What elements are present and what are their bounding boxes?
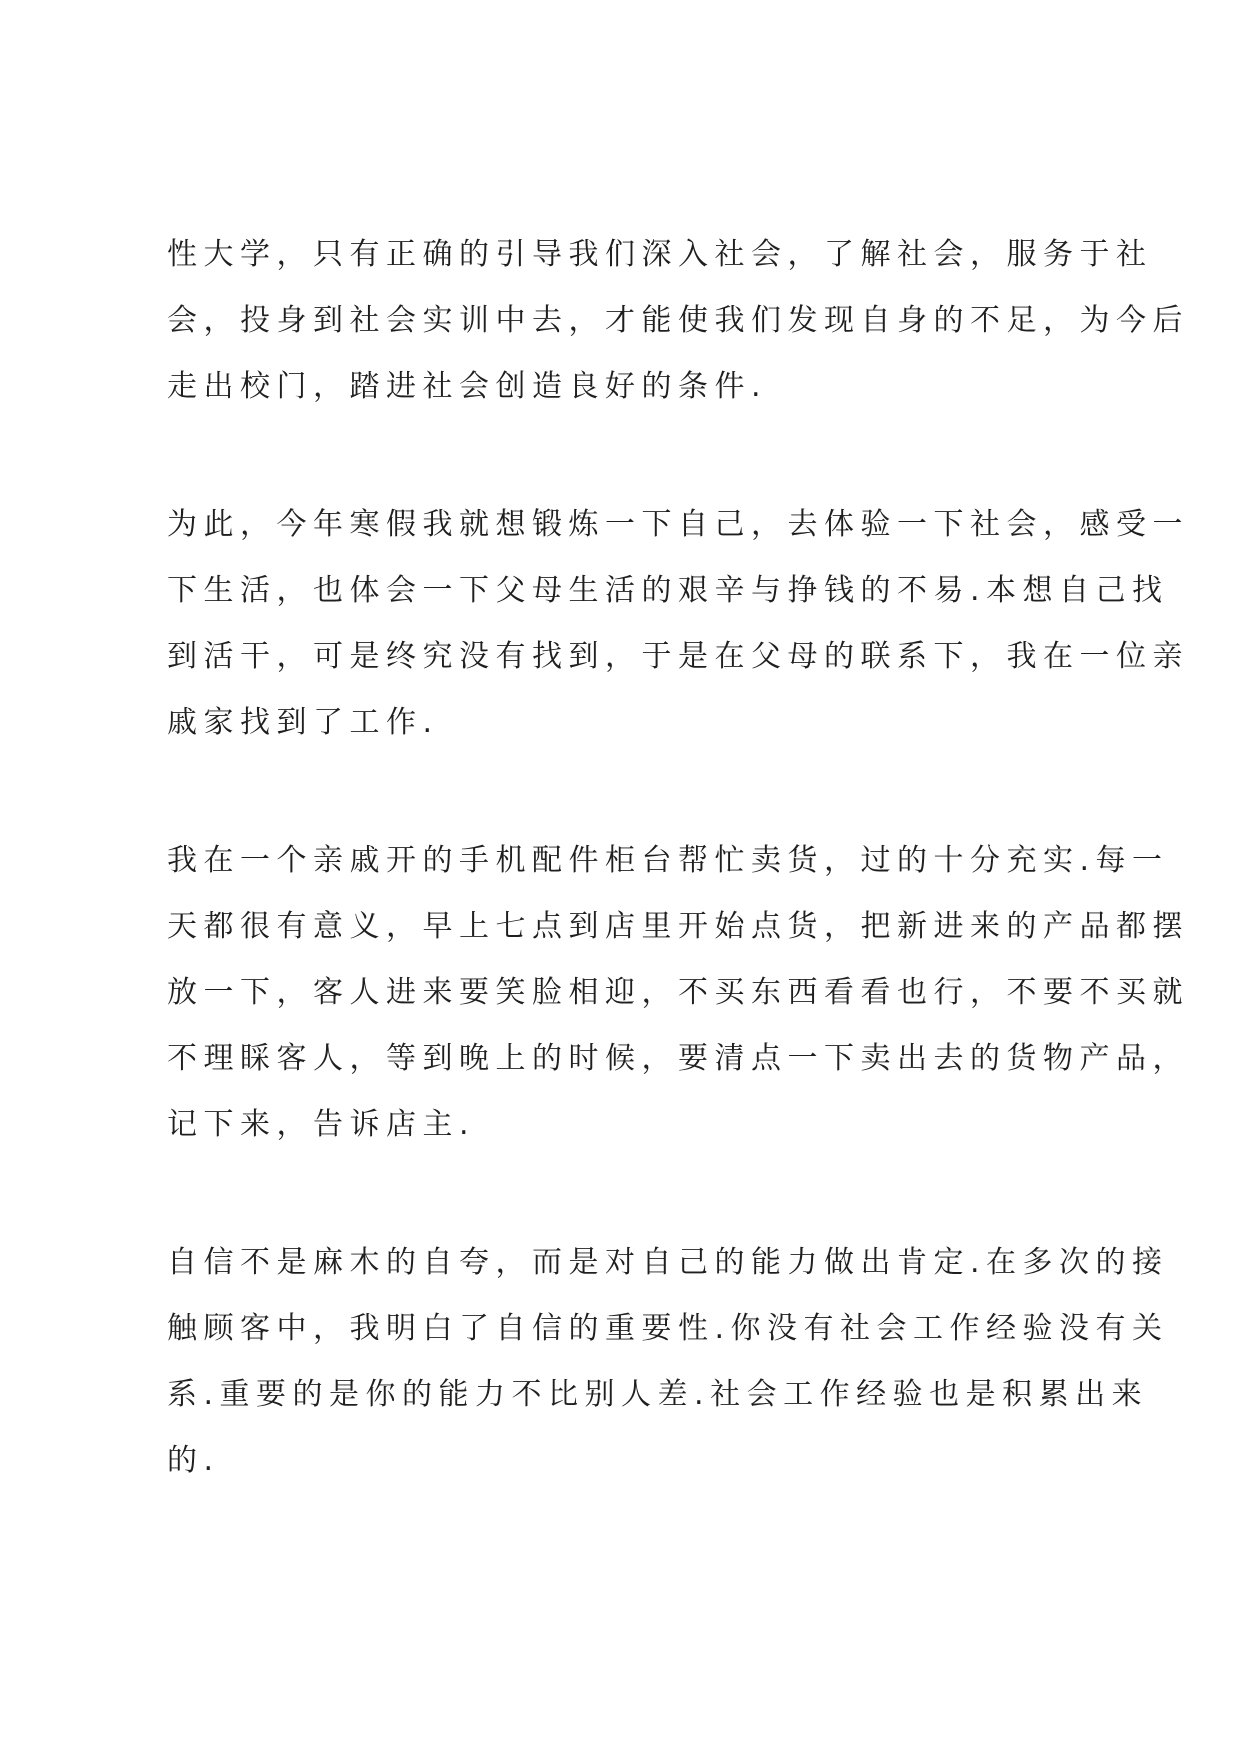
paragraph-3 bbox=[167, 828, 1189, 1158]
paragraph-2 bbox=[167, 492, 1189, 756]
text-line: 天都很有意义，早上七点到店里开始点货，把新进来的产品都摆 bbox=[167, 909, 1189, 944]
paragraph-1 bbox=[167, 222, 1189, 420]
text-line: 会，投身到社会实训中去，才能使我们发现自身的不足，为今后 bbox=[167, 303, 1189, 338]
text-line: 走出校门，踏进社会创造良好的条件. bbox=[167, 369, 768, 404]
text-line: 性大学，只有正确的引导我们深入社会，了解社会，服务于社 bbox=[167, 237, 1153, 272]
text-line: 到活干，可是终究没有找到，于是在父母的联系下，我在一位亲 bbox=[167, 639, 1189, 674]
text-line: 为此，今年寒假我就想锻炼一下自己，去体验一下社会，感受一 bbox=[167, 507, 1189, 542]
text-line: 戚家找到了工作. bbox=[167, 705, 439, 740]
text-line: 放一下，客人进来要笑脸相迎，不买东西看看也行，不要不买就 bbox=[167, 975, 1189, 1010]
text-line: 触顾客中，我明白了自信的重要性.你没有社会工作经验没有关 bbox=[167, 1311, 1169, 1346]
text-line: 下生活，也体会一下父母生活的艰辛与挣钱的不易.本想自己找 bbox=[167, 573, 1169, 608]
text-line: 不理睬客人，等到晚上的时候，要清点一下卖出去的货物产品， bbox=[167, 1041, 1189, 1076]
paragraph-4 bbox=[167, 1230, 1169, 1494]
text-line: 记下来，告诉店主. bbox=[167, 1107, 476, 1142]
text-line: 我在一个亲戚开的手机配件柜台帮忙卖货，过的十分充实.每一 bbox=[167, 843, 1169, 878]
document-body bbox=[167, 222, 1189, 1566]
text-line: 系.重要的是你的能力不比别人差.社会工作经验也是积累出来 bbox=[167, 1377, 1149, 1412]
text-line: 的. bbox=[167, 1443, 220, 1478]
text-line: 自信不是麻木的自夸，而是对自己的能力做出肯定.在多次的接 bbox=[167, 1245, 1169, 1280]
